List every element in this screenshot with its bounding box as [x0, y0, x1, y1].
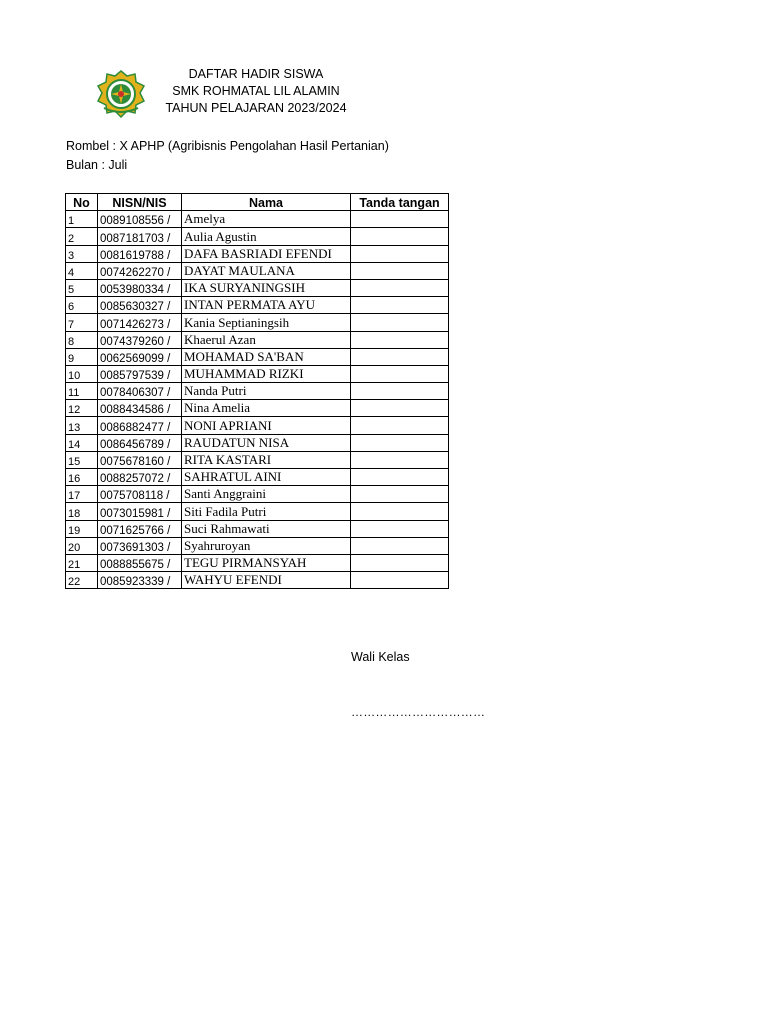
table-row: [66, 245, 449, 262]
row-signature-cell: [351, 520, 449, 537]
row-name: Santi Anggraini: [182, 486, 351, 503]
row-signature-cell: [351, 297, 449, 314]
row-nisn: 0074379260 /: [98, 331, 182, 348]
homeroom-teacher-label: Wali Kelas: [351, 650, 410, 664]
row-signature-cell: [351, 469, 449, 486]
row-name: MOHAMAD SA'BAN: [182, 348, 351, 365]
table-row: [66, 331, 449, 348]
row-name: WAHYU EFENDI: [182, 572, 351, 589]
row-number: 3: [66, 245, 98, 262]
row-number: 12: [66, 400, 98, 417]
row-nisn: 0074262270 /: [98, 262, 182, 279]
table-row: [66, 503, 449, 520]
school-name: SMK ROHMATAL LIL ALAMIN: [172, 84, 340, 98]
row-number: 17: [66, 486, 98, 503]
row-name: Kania Septianingsih: [182, 314, 351, 331]
row-signature-cell: [351, 537, 449, 554]
row-signature-cell: [351, 314, 449, 331]
row-name: NONI APRIANI: [182, 417, 351, 434]
row-signature-cell: [351, 279, 449, 296]
row-number: 1: [66, 211, 98, 228]
table-header-row: [66, 194, 449, 211]
row-name: Syahruroyan: [182, 537, 351, 554]
table-row: [66, 486, 449, 503]
row-signature-cell: [351, 417, 449, 434]
table-row: [66, 365, 449, 382]
row-signature-cell: [351, 211, 449, 228]
row-number: 14: [66, 434, 98, 451]
table-row: [66, 572, 449, 589]
header-no: No: [66, 194, 98, 211]
row-name: RAUDATUN NISA: [182, 434, 351, 451]
header-signature: Tanda tangan: [351, 194, 449, 211]
row-number: 9: [66, 348, 98, 365]
row-nisn: 0087181703 /: [98, 228, 182, 245]
table-row: [66, 400, 449, 417]
row-number: 19: [66, 520, 98, 537]
row-signature-cell: [351, 365, 449, 382]
row-signature-cell: [351, 572, 449, 589]
table-row: [66, 417, 449, 434]
table-row: [66, 469, 449, 486]
row-number: 7: [66, 314, 98, 331]
table-row: [66, 262, 449, 279]
row-nisn: 0081619788 /: [98, 245, 182, 262]
row-signature-cell: [351, 486, 449, 503]
row-nisn: 0085630327 /: [98, 297, 182, 314]
table-row: [66, 451, 449, 468]
row-number: 16: [66, 469, 98, 486]
table-row: [66, 211, 449, 228]
row-nisn: 0075678160 /: [98, 451, 182, 468]
table-row: [66, 348, 449, 365]
row-number: 20: [66, 537, 98, 554]
row-name: Siti Fadila Putri: [182, 503, 351, 520]
row-nisn: 0071426273 /: [98, 314, 182, 331]
row-name: Aulia Agustin: [182, 228, 351, 245]
signature-line: ……………………………: [351, 705, 486, 719]
table-row: [66, 537, 449, 554]
table-row: [66, 228, 449, 245]
row-number: 6: [66, 297, 98, 314]
row-nisn: 0089108556 /: [98, 211, 182, 228]
row-signature-cell: [351, 262, 449, 279]
row-number: 15: [66, 451, 98, 468]
attendance-table: [65, 193, 449, 589]
row-signature-cell: [351, 451, 449, 468]
row-nisn: 0053980334 /: [98, 279, 182, 296]
row-name: DAFA BASRIADI EFENDI: [182, 245, 351, 262]
document-title: [146, 66, 366, 117]
row-signature-cell: [351, 554, 449, 571]
table-row: [66, 520, 449, 537]
title-line-1: DAFTAR HADIR SISWA: [188, 67, 324, 81]
month-info: Bulan : Juli: [66, 158, 128, 172]
row-name: Nina Amelia: [182, 400, 351, 417]
row-name: SAHRATUL AINI: [182, 469, 351, 486]
row-number: 10: [66, 365, 98, 382]
table-row: [66, 383, 449, 400]
academic-year: TAHUN PELAJARAN 2023/2024: [165, 101, 347, 115]
row-number: 4: [66, 262, 98, 279]
table-row: [66, 554, 449, 571]
row-nisn: 0073691303 /: [98, 537, 182, 554]
table-row: [66, 279, 449, 296]
row-name: RITA KASTARI: [182, 451, 351, 468]
row-name: Khaerul Azan: [182, 331, 351, 348]
row-nisn: 0088257072 /: [98, 469, 182, 486]
row-nisn: 0062569099 /: [98, 348, 182, 365]
row-name: INTAN PERMATA AYU: [182, 297, 351, 314]
row-number: 8: [66, 331, 98, 348]
table-row: [66, 297, 449, 314]
row-nisn: 0088855675 /: [98, 554, 182, 571]
row-name: DAYAT MAULANA: [182, 262, 351, 279]
row-nisn: 0071625766 /: [98, 520, 182, 537]
row-signature-cell: [351, 331, 449, 348]
row-nisn: 0088434586 /: [98, 400, 182, 417]
row-nisn: 0085797539 /: [98, 365, 182, 382]
row-signature-cell: [351, 383, 449, 400]
row-name: MUHAMMAD RIZKI: [182, 365, 351, 382]
row-name: TEGU PIRMANSYAH: [182, 554, 351, 571]
row-nisn: 0086456789 /: [98, 434, 182, 451]
header-nisn: NISN/NIS: [98, 194, 182, 211]
header-nama: Nama: [182, 194, 351, 211]
row-number: 2: [66, 228, 98, 245]
row-signature-cell: [351, 348, 449, 365]
row-name: Amelya: [182, 211, 351, 228]
row-number: 5: [66, 279, 98, 296]
row-number: 13: [66, 417, 98, 434]
row-name: IKA SURYANINGSIH: [182, 279, 351, 296]
row-name: Nanda Putri: [182, 383, 351, 400]
row-signature-cell: [351, 228, 449, 245]
school-logo-icon: [96, 70, 146, 118]
row-nisn: 0075708118 /: [98, 486, 182, 503]
row-signature-cell: [351, 245, 449, 262]
table-row: [66, 314, 449, 331]
row-nisn: 0086882477 /: [98, 417, 182, 434]
row-number: 22: [66, 572, 98, 589]
row-number: 18: [66, 503, 98, 520]
row-name: Suci Rahmawati: [182, 520, 351, 537]
row-number: 11: [66, 383, 98, 400]
row-number: 21: [66, 554, 98, 571]
row-nisn: 0073015981 /: [98, 503, 182, 520]
row-nisn: 0085923339 /: [98, 572, 182, 589]
rombel-info: Rombel : X APHP (Agribisnis Pengolahan Hasil Pertanian): [66, 139, 389, 153]
row-signature-cell: [351, 400, 449, 417]
row-nisn: 0078406307 /: [98, 383, 182, 400]
row-signature-cell: [351, 503, 449, 520]
table-row: [66, 434, 449, 451]
row-signature-cell: [351, 434, 449, 451]
